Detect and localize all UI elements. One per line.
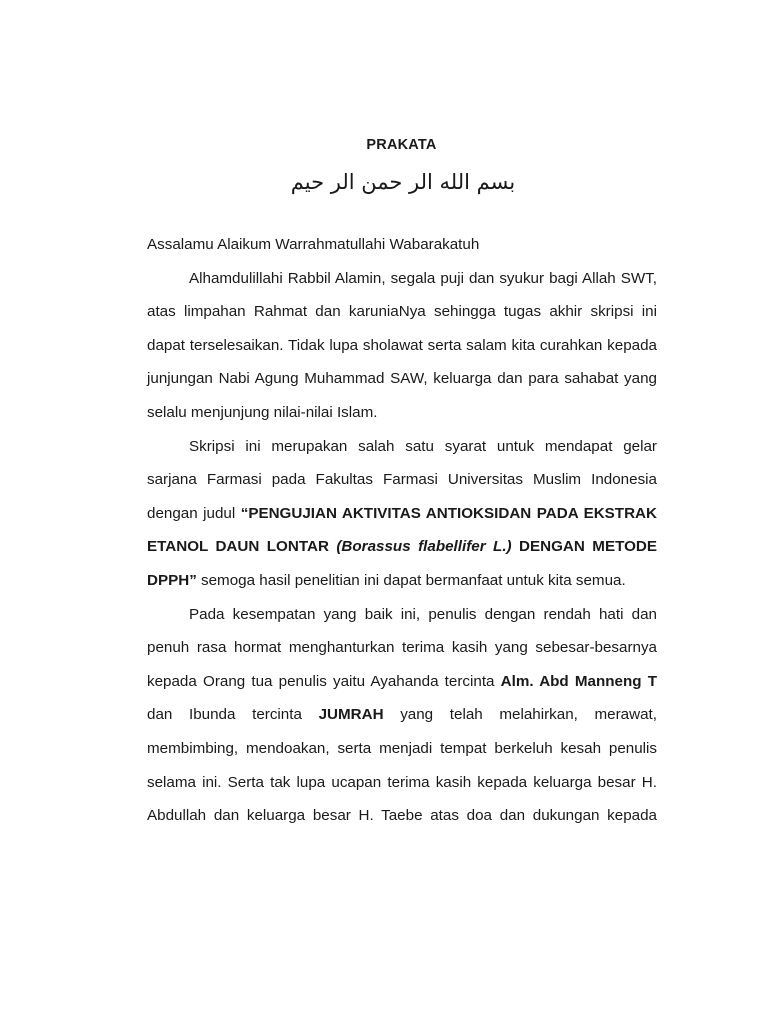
paragraph-acknowledgement-allah: Alhamdulillahi Rabbil Alamin, segala puji dan syukur bagi Allah SWT, atas limpahan Rahmat dan karuniaNya sehingga tugas akhir skripsi ini dapat terselesaikan. Tidak lupa sholawat serta salam kita curahkan kepada junjungan Nabi Agung Muhammad SAW, keluarga dan para sahabat yang selalu menjunjung nilai-nilai Islam. <box>147 269 657 421</box>
paragraph-thanks-parents <box>147 598 657 833</box>
page-title: PRAKATA <box>366 137 437 153</box>
father-name: Alm. Abd Manneng T <box>500 672 657 690</box>
document-body <box>147 228 657 833</box>
paragraph-thesis-purpose <box>147 430 657 598</box>
basmala-text: بسم الله الر حمن الر حيم <box>290 170 516 194</box>
greeting-line: Assalamu Alaikum Warrahmatullahi Wabarakatuh <box>147 236 480 253</box>
paragraph-thanks-text2: dan Ibunda tercinta <box>147 706 319 724</box>
mother-name: JUMRAH <box>318 706 384 724</box>
thesis-title-species: (Borassus flabellifer L.) <box>336 538 512 556</box>
paragraph-thanks-text3: yang telah melahirkan, merawat, membimbing, mendoakan, serta menjadi tempat berkeluh kesah penulis selama ini. Serta tak lupa ucapan terima kasih kepada keluarga besar H. Abdullah dan keluarga besar H. Taebe atas doa dan dukungan kepada <box>147 706 657 825</box>
thesis-title-part2: DENGAN METODE DPPH” <box>147 538 657 589</box>
paragraph-thesis-outro: semoga hasil penelitian ini dapat bermanfaat untuk kita semua. <box>196 571 626 589</box>
thesis-title-part1: “PENGUJIAN AKTIVITAS ANTIOKSIDAN PADA EKSTRAK ETANOL DAUN LONTAR <box>147 504 657 556</box>
paragraph-thesis-intro: Skripsi ini merupakan salah satu syarat untuk mendapat gelar sarjana Farmasi pada Fakultas Farmasi Universitas Muslim Indonesia dengan judul <box>147 437 657 522</box>
paragraph-thanks-text1: Pada kesempatan yang baik ini, penulis dengan rendah hati dan penuh rasa hormat menghanturkan terima kasih yang sebesar-besarnya kepada Orang tua penulis yaitu Ayahanda tercinta <box>147 605 657 690</box>
